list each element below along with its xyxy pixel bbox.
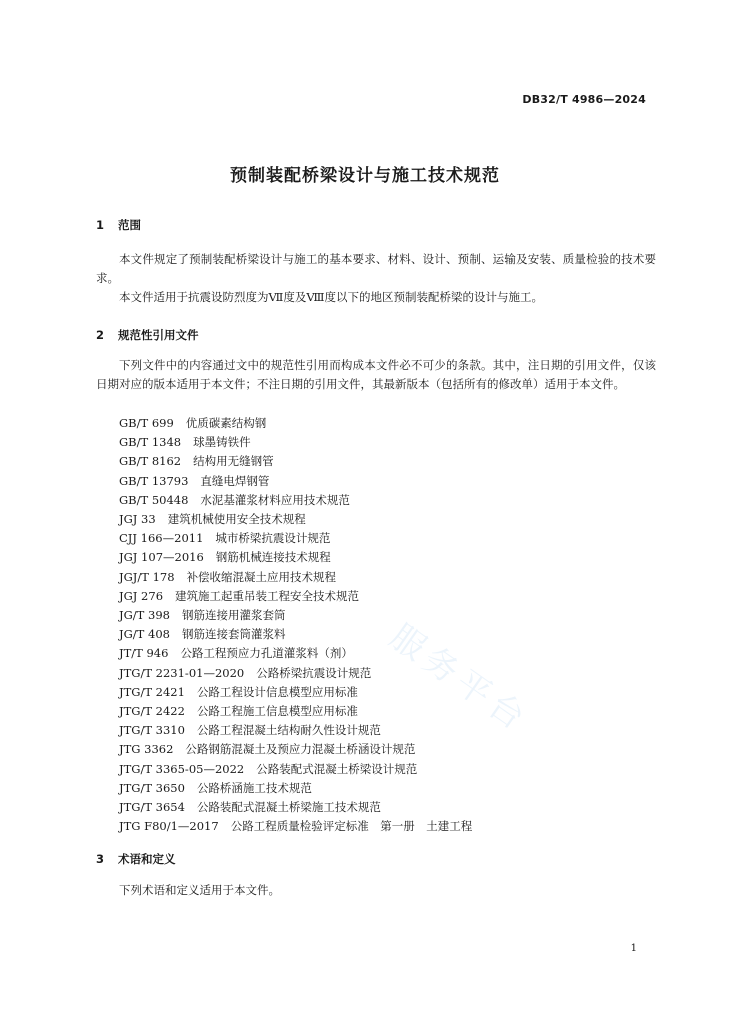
- reference-code: GB/T 13793: [119, 473, 189, 488]
- reference-code: JG/T 398: [119, 608, 170, 623]
- section-number: 1: [96, 218, 105, 232]
- reference-item: [119, 548, 472, 567]
- section-number: 2: [96, 328, 105, 342]
- watermark: 服务平台: [382, 616, 537, 742]
- document-title: 预制装配桥梁设计与施工技术规范: [230, 166, 500, 186]
- reference-item: [119, 587, 472, 606]
- section-heading-normative-references: [96, 327, 199, 343]
- reference-item: [119, 683, 472, 702]
- section-title: 范围: [118, 218, 141, 232]
- reference-item: [119, 625, 472, 644]
- reference-title: 公路工程施工信息模型应用标准: [196, 704, 358, 719]
- reference-title: 公路工程质量检验评定标准 第一册 土建工程: [230, 819, 473, 834]
- reference-title: 公路工程预应力孔道灌浆料（剂）: [180, 646, 353, 661]
- section-number: 3: [96, 852, 105, 866]
- reference-title: 结构用无缝钢管: [193, 454, 274, 469]
- reference-title: 城市桥梁抗震设计规范: [215, 531, 331, 546]
- reference-title: 钢筋连接套筒灌浆料: [181, 627, 286, 642]
- section-heading-terms-definitions: [96, 851, 176, 867]
- reference-code: JT/T 946: [119, 646, 169, 661]
- reference-item: [119, 740, 472, 759]
- reference-title: 公路钢筋混凝土及预应力混凝土桥涵设计规范: [185, 742, 416, 757]
- scope-paragraph-1: 本文件规定了预制装配桥梁设计与施工的基本要求、材料、设计、预制、运输及安装、质量检验的技术要求。: [96, 252, 656, 285]
- reference-code: JTG/T 3365-05—2022: [119, 761, 245, 776]
- reference-item: [119, 779, 472, 798]
- reference-title: 公路工程混凝土结构耐久性设计规范: [196, 723, 381, 738]
- reference-code: GB/T 1348: [119, 435, 182, 450]
- reference-code: JTG 3362: [119, 742, 174, 757]
- reference-item: [119, 798, 472, 817]
- section-title: 规范性引用文件: [118, 328, 199, 342]
- reference-code: JTG F80/1—2017: [119, 819, 219, 834]
- reference-code: JTG/T 3654: [119, 800, 185, 815]
- reference-code: JTG/T 3310: [119, 723, 185, 738]
- reference-title: 补偿收缩混凝土应用技术规程: [186, 569, 337, 584]
- reference-item: [119, 702, 472, 721]
- section-title: 术语和定义: [118, 852, 176, 866]
- reference-item: [119, 491, 472, 510]
- reference-title: 水泥基灌浆材料应用技术规范: [200, 492, 350, 507]
- reference-title: 钢筋连接用灌浆套筒: [181, 608, 286, 623]
- reference-code: JG/T 408: [119, 627, 170, 642]
- reference-title: 直缝电焊钢管: [200, 473, 270, 488]
- reference-title: 钢筋机械连接技术规程: [215, 550, 331, 565]
- standard-code: DB32/T 4986—2024: [522, 93, 646, 106]
- reference-code: GB/T 50448: [119, 492, 189, 507]
- reference-item: [119, 472, 472, 491]
- reference-item: [119, 433, 472, 452]
- reference-item: [119, 414, 472, 433]
- references-intro-paragraph: 下列文件中的内容通过文中的规范性引用而构成本文件必不可少的条款。其中，注日期的引用文件，仅该日期对应的版本适用于本文件；不注日期的引用文件，其最新版本（包括所有的修改单）适用于本文件。: [96, 358, 656, 391]
- reference-code: JTG/T 2421: [119, 684, 185, 699]
- reference-item: [119, 510, 472, 529]
- reference-item: [119, 721, 472, 740]
- reference-title: 建筑施工起重吊装工程安全技术规范: [175, 588, 360, 603]
- reference-item: [119, 452, 472, 471]
- reference-title: 优质碳素结构钢: [185, 416, 267, 430]
- reference-item: [119, 606, 472, 625]
- reference-code: JTG/T 2231-01—2020: [119, 665, 245, 680]
- reference-item: [119, 529, 472, 548]
- reference-code: JGJ 276: [119, 588, 164, 603]
- terms-intro-paragraph: 下列术语和定义适用于本文件。: [119, 883, 280, 897]
- reference-code: GB/T 8162: [119, 454, 182, 469]
- section-heading-scope: [96, 217, 141, 233]
- page-number: 1: [630, 943, 637, 954]
- reference-code: JTG/T 3650: [119, 780, 185, 795]
- scope-paragraph-2: 本文件适用于抗震设防烈度为Ⅶ度及Ⅷ度以下的地区预制装配桥梁的设计与施工。: [119, 290, 543, 304]
- reference-title: 公路装配式混凝土桥梁施工技术规范: [196, 800, 381, 815]
- reference-title: 建筑机械使用安全技术规程: [167, 512, 306, 527]
- reference-code: GB/T 699: [119, 416, 174, 430]
- reference-item: [119, 568, 472, 587]
- reference-item: [119, 817, 472, 836]
- reference-code: JGJ 33: [119, 512, 156, 527]
- reference-title: 公路桥梁抗震设计规范: [256, 665, 372, 680]
- reference-code: JGJ/T 178: [119, 569, 175, 584]
- reference-item: [119, 760, 472, 779]
- reference-code: JGJ 107—2016: [119, 550, 204, 565]
- reference-title: 公路桥涵施工技术规范: [196, 780, 312, 795]
- reference-list: [119, 414, 472, 836]
- reference-title: 球墨铸铁件: [193, 435, 251, 450]
- reference-item: [119, 664, 472, 683]
- reference-title: 公路装配式混凝土桥梁设计规范: [256, 761, 418, 776]
- reference-code: JTG/T 2422: [119, 704, 185, 719]
- reference-title: 公路工程设计信息模型应用标准: [196, 684, 358, 699]
- reference-code: CJJ 166—2011: [119, 531, 204, 546]
- reference-item: [119, 644, 472, 663]
